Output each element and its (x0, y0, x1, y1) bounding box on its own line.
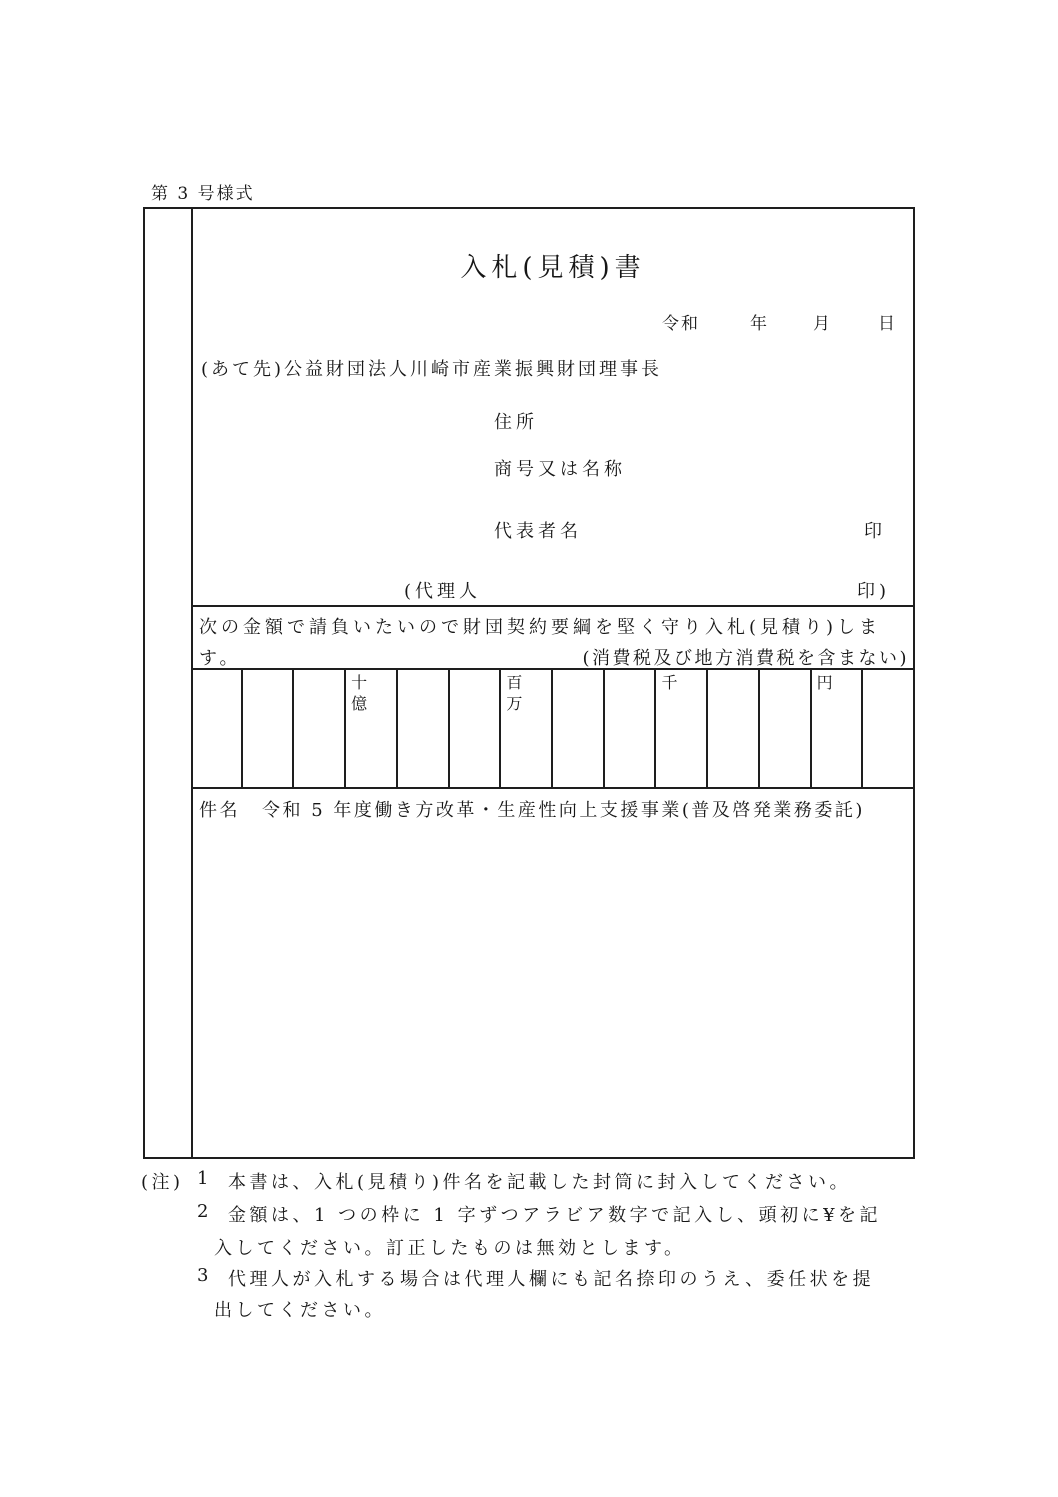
era-label: 令和 (662, 314, 700, 334)
note-1-text: 本書は、入札(見積り)件名を記載した封筒に封入してください。 (228, 1172, 852, 1193)
note-marker: (注) (141, 1172, 184, 1193)
note-3-text: 代理人が入札する場合は代理人欄にも記名捺印のうえ、委任状を提 (228, 1269, 875, 1290)
place-label-yen: 円 (816, 673, 833, 692)
note-3-text-continued: 出してください。 (214, 1300, 386, 1321)
amount-cell-13 (812, 670, 864, 787)
subject-value: 令和 5 年度働き方改革・生産性向上支援事業(普及啓発業務委託) (262, 800, 865, 821)
address-label: 住所 (494, 412, 538, 433)
year-label: 年 (750, 314, 769, 334)
note-2-text-continued: 入してください。訂正したものは無効とします。 (214, 1238, 686, 1259)
form-title: 入札(見積)書 (460, 253, 646, 283)
form-number-label: 第 3 号様式 (151, 184, 255, 204)
declaration-line1: 次の金額で請負いたいので財団契約要綱を堅く守り入札(見積り)しま (199, 617, 882, 638)
declaration-section (191, 605, 913, 670)
note-1-number: 1 (197, 1168, 212, 1189)
subject-label: 件名 (199, 800, 240, 821)
amount-cell-4 (346, 670, 398, 787)
subject-section (191, 787, 913, 1157)
representative-seal-label: 印 (864, 521, 886, 542)
amount-cell-8 (553, 670, 605, 787)
company-name-label: 商号又は名称 (494, 459, 626, 480)
note-3-number: 3 (197, 1265, 212, 1286)
subject-line (199, 796, 865, 822)
amount-cell-14 (863, 670, 913, 787)
amount-cell-9 (605, 670, 657, 787)
amount-cell-1 (191, 670, 243, 787)
note-2-number: 2 (197, 1201, 212, 1222)
declaration-line2: す。 (199, 648, 242, 669)
amount-cell-10 (656, 670, 708, 787)
amount-cell-7 (501, 670, 553, 787)
amount-cell-2 (243, 670, 295, 787)
month-label: 月 (813, 314, 832, 334)
representative-label: 代表者名 (494, 521, 582, 542)
amount-cell-6 (450, 670, 502, 787)
amount-cell-12 (760, 670, 812, 787)
bid-form-box (143, 207, 915, 1159)
day-label: 日 (878, 314, 897, 334)
note-2-text: 金額は、1 つの枠に 1 字ずつアラビア数字で記入し、頭初に¥を記 (228, 1205, 882, 1226)
amount-cell-5 (398, 670, 450, 787)
place-label-thousand: 千 (661, 673, 678, 692)
place-label-ten-billion: 十億 (351, 673, 368, 713)
tax-exclusion-note: (消費税及び地方消費税を含まない) (582, 648, 909, 669)
addressee-line: (あて先)公益財団法人川崎市産業振興財団理事長 (201, 359, 663, 380)
amount-cell-11 (708, 670, 760, 787)
agent-seal-label: 印) (857, 581, 891, 602)
agent-label: (代理人 (404, 581, 482, 602)
place-label-million: 百万 (506, 673, 523, 713)
amount-cell-3 (294, 670, 346, 787)
amount-digit-grid (191, 668, 913, 787)
